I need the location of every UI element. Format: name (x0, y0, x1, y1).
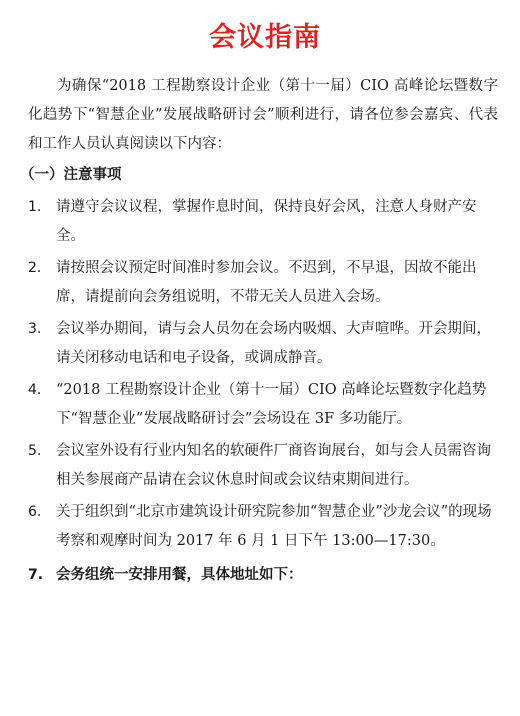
list-item-text: 会议室外设有行业内知名的软硬件厂商咨询展台，如与会人员需咨询相关参展商产品请在会议休息时间或会议结束期间进行。 (56, 443, 491, 488)
document-title: 会议指南 (209, 22, 321, 53)
list-item (28, 498, 502, 555)
list-item-text: “2018 工程勘察设计企业（第十一届）CIO 高峰论坛暨数字化趋势下“智慧企业”发展战略研讨会”会场设在 3F 多功能厅。 (56, 382, 487, 427)
intro-paragraph: 为确保“2018 工程勘察设计企业（第十一届）CIO 高峰论坛暨数字化趋势下“智慧企业”发展战略研讨会”顺利进行，请各位参会嘉宾、代表和工作人员认真阅读以下内容： (28, 78, 498, 152)
list-item (28, 437, 502, 494)
document-page (0, 16, 520, 716)
list-item-number: 2. (28, 260, 42, 276)
list-item-catering (28, 561, 502, 590)
list-item-number: 4. (28, 382, 42, 398)
list-item (28, 376, 502, 433)
list-item (28, 193, 502, 250)
list-item (28, 315, 502, 372)
list-item-number: 7. (28, 567, 44, 583)
notice-list (28, 193, 502, 590)
list-item-text: 请遵守会议议程，掌握作息时间，保持良好会风，注意人身财产安全。 (56, 199, 477, 244)
list-item-number: 1. (28, 199, 42, 215)
list-item-number: 6. (28, 504, 42, 520)
list-item-text: 关于组织到“北京市建筑设计研究院参加“智慧企业”沙龙会议”的现场考察和观摩时间为 2017 年 6 月 1 日下午 13:00—17:30。 (56, 504, 492, 549)
list-item-number: 3. (28, 321, 42, 337)
list-item-number: 5. (28, 443, 42, 459)
list-item-text: 会务组统一安排用餐，具体地址如下： (56, 567, 303, 583)
list-item-text: 会议举办期间，请与会人员勿在会场内吸烟、大声喧哗。开会期间，请关闭移动电话和电子设备，或调成静音。 (56, 321, 491, 366)
list-item-text: 请按照会议预定时间准时参加会议。不迟到，不早退，因故不能出席，请提前向会务组说明，不带无关人员进入会场。 (56, 260, 477, 305)
list-item (28, 254, 502, 311)
section-heading: （一）注意事项 (20, 167, 122, 183)
